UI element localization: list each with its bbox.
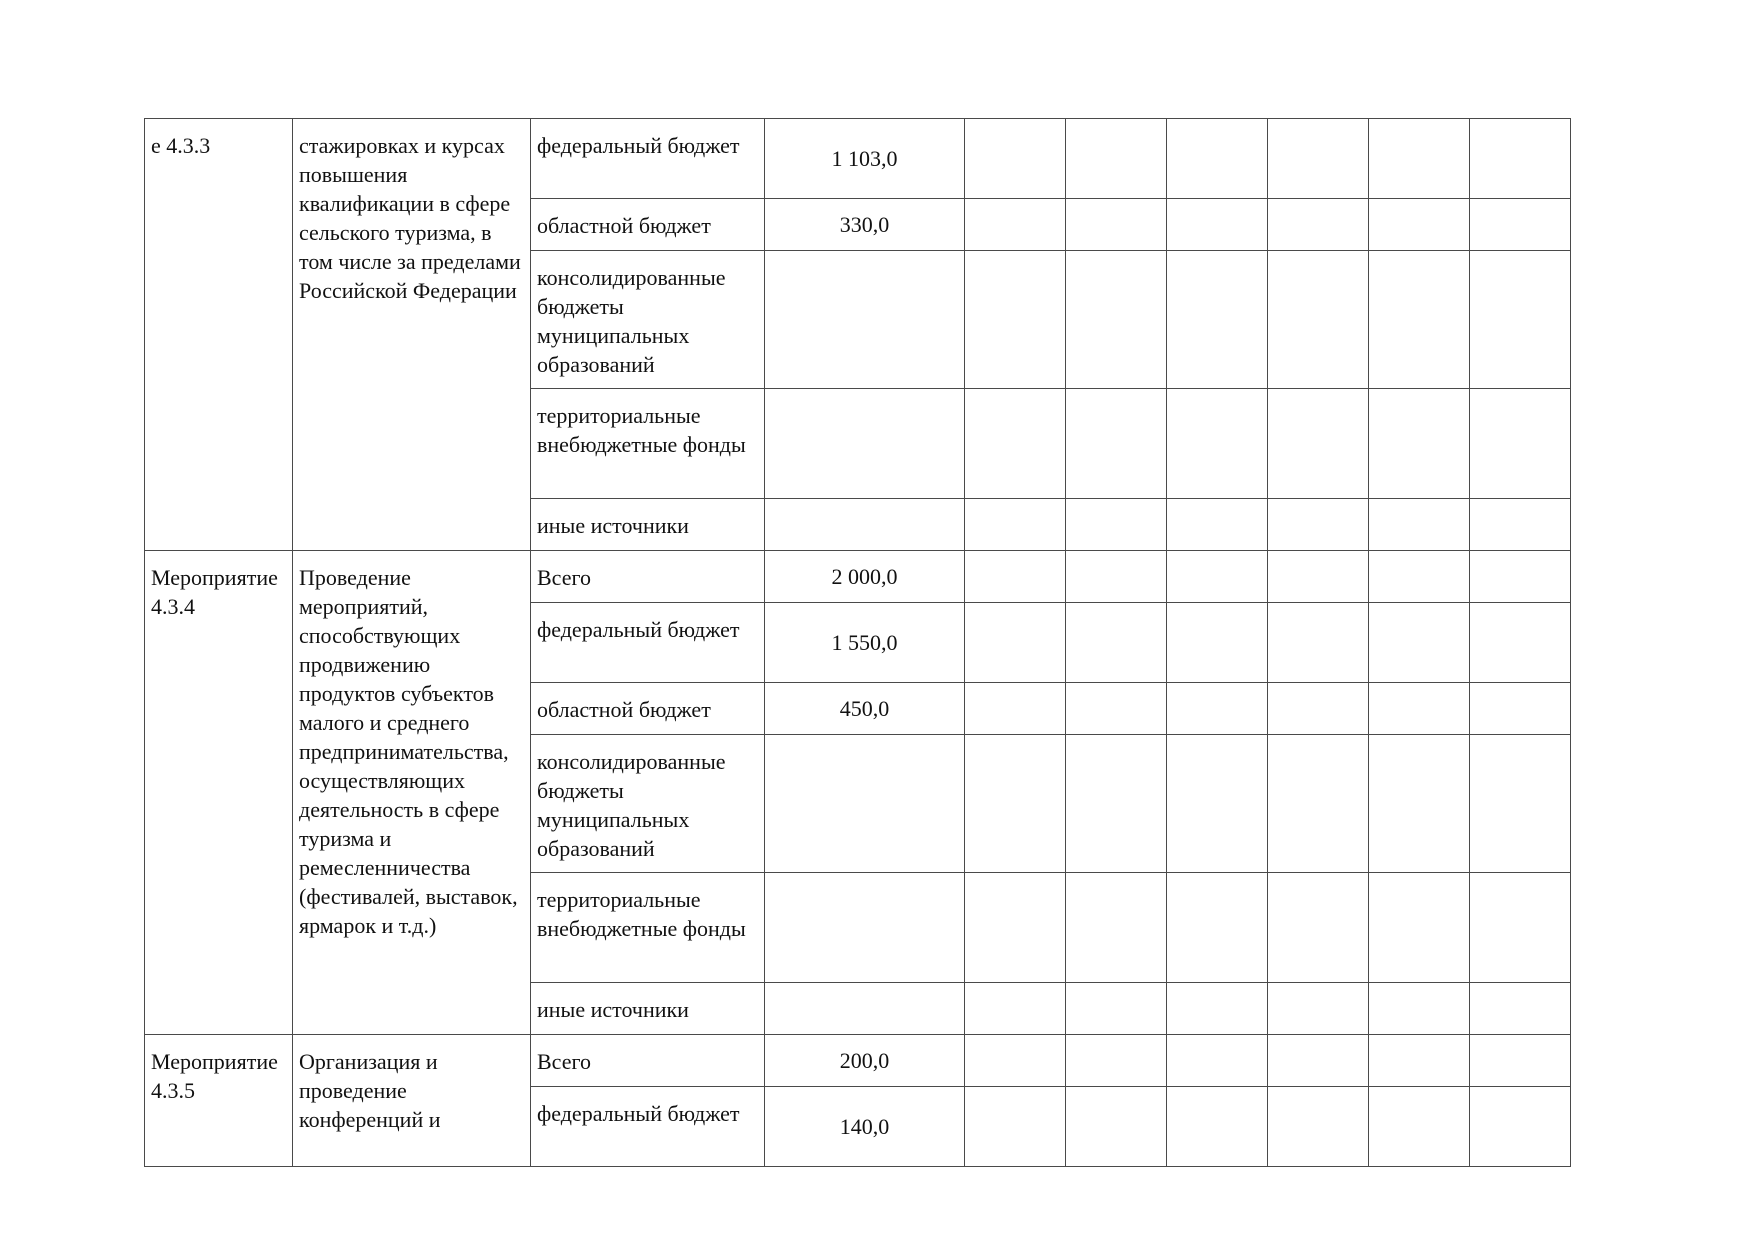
empty-cell <box>1470 683 1571 735</box>
empty-cell <box>1066 389 1167 499</box>
empty-cell <box>1066 603 1167 683</box>
empty-cell <box>1369 735 1470 873</box>
funding-source: консолидированные бюджеты муниципальных образований <box>531 251 765 389</box>
funding-source: федеральный бюджет <box>531 603 765 683</box>
empty-cell <box>1470 251 1571 389</box>
empty-cell <box>1167 119 1268 199</box>
funding-amount: 1 103,0 <box>765 119 965 199</box>
empty-cell <box>1268 873 1369 983</box>
empty-cell <box>1268 551 1369 603</box>
empty-cell <box>965 551 1066 603</box>
empty-cell <box>1369 551 1470 603</box>
funding-amount: 200,0 <box>765 1035 965 1087</box>
empty-cell <box>965 983 1066 1035</box>
funding-source: Всего <box>531 551 765 603</box>
empty-cell <box>1369 1087 1470 1167</box>
empty-cell <box>1369 119 1470 199</box>
empty-cell <box>1268 389 1369 499</box>
empty-cell <box>965 251 1066 389</box>
funding-amount <box>765 251 965 389</box>
empty-cell <box>1369 873 1470 983</box>
empty-cell <box>965 119 1066 199</box>
funding-source: федеральный бюджет <box>531 1087 765 1167</box>
empty-cell <box>1268 735 1369 873</box>
empty-cell <box>1167 199 1268 251</box>
funding-source: иные источники <box>531 499 765 551</box>
measure-name: стажировках и курсах повышения квалификации в сфере сельского туризма, в том числе за пределами Российской Федерации <box>293 119 531 551</box>
empty-cell <box>965 199 1066 251</box>
measure-code: Мероприятие 4.3.5 <box>145 1035 293 1167</box>
empty-cell <box>1268 1087 1369 1167</box>
empty-cell <box>1268 251 1369 389</box>
empty-cell <box>1167 1035 1268 1087</box>
empty-cell <box>1470 873 1571 983</box>
empty-cell <box>1268 499 1369 551</box>
empty-cell <box>1268 683 1369 735</box>
empty-cell <box>1470 499 1571 551</box>
empty-cell <box>1369 683 1470 735</box>
funding-amount <box>765 389 965 499</box>
empty-cell <box>1369 983 1470 1035</box>
measure-name: Проведение мероприятий, способствующих продвижению продуктов субъектов малого и среднего предпринимательства, осуществляющих деятельность в сфере туризма и ремесленничества (фестивалей, выставок, ярмарок и т.д.) <box>293 551 531 1035</box>
empty-cell <box>1268 983 1369 1035</box>
table-row <box>145 1035 1571 1087</box>
funding-source: федеральный бюджет <box>531 119 765 199</box>
empty-cell <box>965 389 1066 499</box>
empty-cell <box>1470 1035 1571 1087</box>
funding-source: областной бюджет <box>531 199 765 251</box>
empty-cell <box>1369 1035 1470 1087</box>
empty-cell <box>1066 683 1167 735</box>
empty-cell <box>1167 983 1268 1035</box>
empty-cell <box>965 735 1066 873</box>
empty-cell <box>1369 603 1470 683</box>
table-body <box>145 119 1571 1167</box>
empty-cell <box>1470 119 1571 199</box>
empty-cell <box>1470 735 1571 873</box>
empty-cell <box>1066 119 1167 199</box>
empty-cell <box>1470 389 1571 499</box>
funding-amount <box>765 735 965 873</box>
funding-amount: 140,0 <box>765 1087 965 1167</box>
empty-cell <box>1066 983 1167 1035</box>
empty-cell <box>1470 603 1571 683</box>
empty-cell <box>1268 1035 1369 1087</box>
funding-source: Всего <box>531 1035 765 1087</box>
funding-source: территориальные внебюджетные фонды <box>531 389 765 499</box>
empty-cell <box>1066 735 1167 873</box>
empty-cell <box>1268 603 1369 683</box>
empty-cell <box>1369 389 1470 499</box>
empty-cell <box>1167 499 1268 551</box>
empty-cell <box>1066 199 1167 251</box>
funding-amount <box>765 873 965 983</box>
empty-cell <box>1470 1087 1571 1167</box>
empty-cell <box>1369 251 1470 389</box>
empty-cell <box>1167 1087 1268 1167</box>
empty-cell <box>1268 119 1369 199</box>
funding-amount <box>765 983 965 1035</box>
empty-cell <box>1167 735 1268 873</box>
empty-cell <box>1167 603 1268 683</box>
empty-cell <box>965 499 1066 551</box>
empty-cell <box>1066 1087 1167 1167</box>
empty-cell <box>1470 551 1571 603</box>
empty-cell <box>1167 389 1268 499</box>
empty-cell <box>965 1087 1066 1167</box>
funding-source: консолидированные бюджеты муниципальных образований <box>531 735 765 873</box>
table-row <box>145 119 1571 199</box>
budget-table <box>144 118 1571 1167</box>
funding-amount: 1 550,0 <box>765 603 965 683</box>
funding-amount: 450,0 <box>765 683 965 735</box>
empty-cell <box>965 603 1066 683</box>
empty-cell <box>965 1035 1066 1087</box>
empty-cell <box>1268 199 1369 251</box>
funding-source: областной бюджет <box>531 683 765 735</box>
measure-name: Организация и проведение конференций и <box>293 1035 531 1167</box>
empty-cell <box>1167 683 1268 735</box>
empty-cell <box>1167 873 1268 983</box>
funding-source: иные источники <box>531 983 765 1035</box>
empty-cell <box>965 683 1066 735</box>
empty-cell <box>1066 1035 1167 1087</box>
empty-cell <box>1167 551 1268 603</box>
funding-source: территориальные внебюджетные фонды <box>531 873 765 983</box>
empty-cell <box>1470 199 1571 251</box>
empty-cell <box>1167 251 1268 389</box>
funding-amount <box>765 499 965 551</box>
funding-amount: 330,0 <box>765 199 965 251</box>
empty-cell <box>1369 499 1470 551</box>
measure-code: е 4.3.3 <box>145 119 293 551</box>
empty-cell <box>965 873 1066 983</box>
funding-amount: 2 000,0 <box>765 551 965 603</box>
empty-cell <box>1066 499 1167 551</box>
empty-cell <box>1066 251 1167 389</box>
measure-code: Мероприятие 4.3.4 <box>145 551 293 1035</box>
empty-cell <box>1066 551 1167 603</box>
empty-cell <box>1470 983 1571 1035</box>
empty-cell <box>1066 873 1167 983</box>
empty-cell <box>1369 199 1470 251</box>
table-row <box>145 551 1571 603</box>
